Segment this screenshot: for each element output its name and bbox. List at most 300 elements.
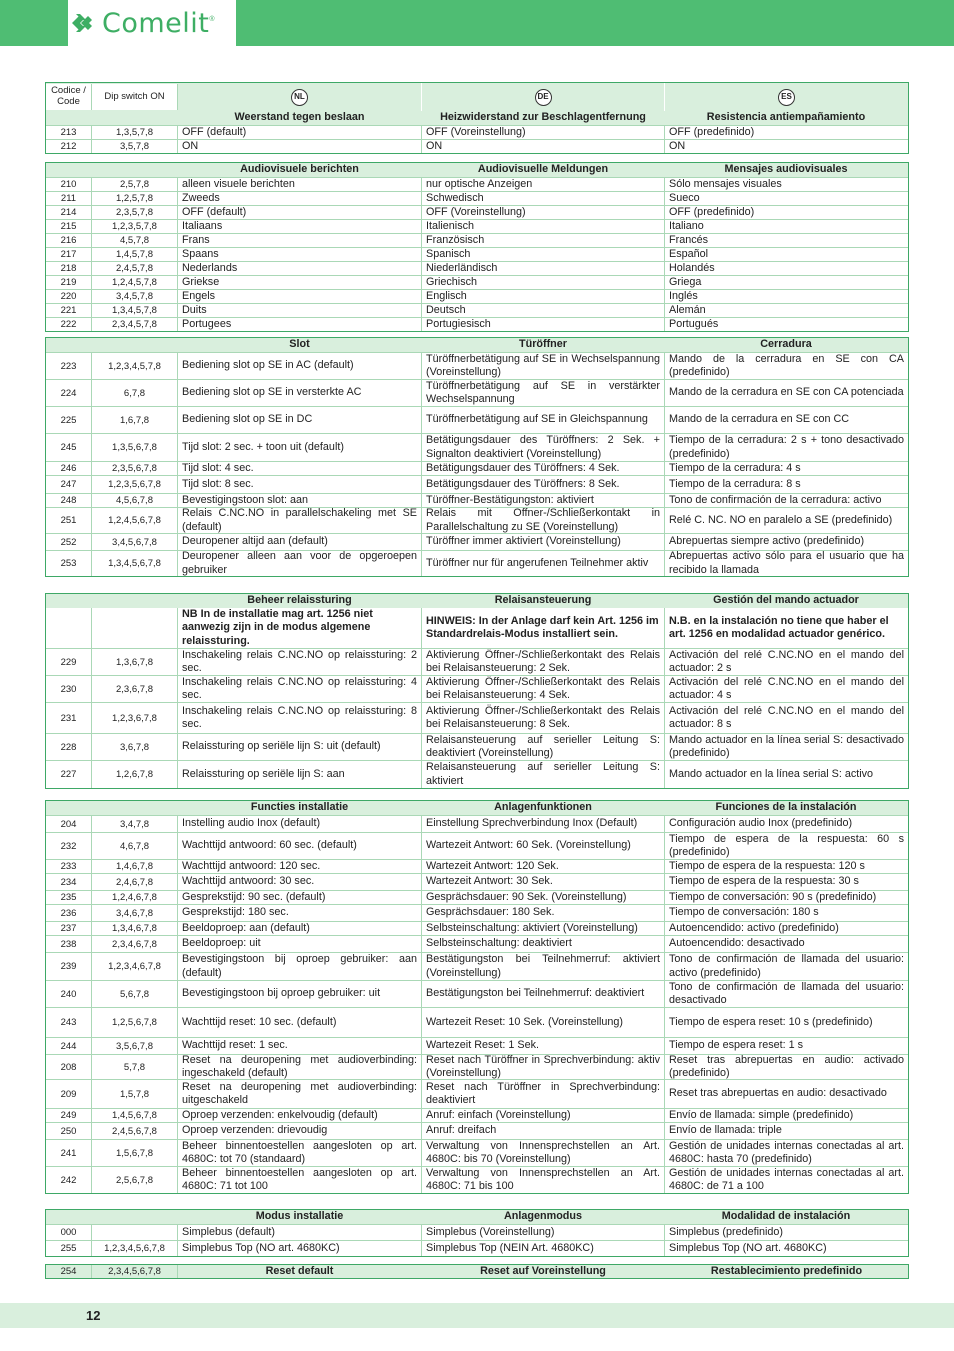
nl-text: Italiaans xyxy=(182,220,223,232)
de-cell xyxy=(422,1167,665,1193)
es-cell xyxy=(665,1167,908,1193)
nl-text: Simplebus Top (NO art. 4680KC) xyxy=(182,1241,340,1254)
es-text: Envío de llamada: triple xyxy=(669,1124,782,1137)
nl-cell xyxy=(178,248,422,261)
es-text: Mando actuador en la línea serial S: activo xyxy=(669,767,874,780)
es-text: Configuración audio Inox (predefinido) xyxy=(669,817,853,830)
section-title-text: Modalidad de instalación xyxy=(721,1210,851,1223)
de-text: Einstellung Sprechverbindung Inox (Default) xyxy=(426,817,638,830)
dip-cell: 1,3,4,6,7,8 xyxy=(92,922,178,935)
nl-text: Relaissturing op seriële lijn S: uit (default) xyxy=(182,740,381,753)
section-header-row xyxy=(46,594,908,608)
dip-cell: 2,4,5,7,8 xyxy=(92,262,178,275)
es-text: Reset tras abrepuertas en audio: desactivado xyxy=(669,1087,887,1100)
nl-cell xyxy=(178,534,422,550)
table-row xyxy=(46,219,908,233)
es-cell xyxy=(665,734,908,760)
de-text: Türöffner nur für angerufenen Teilnehmer aktiv xyxy=(426,556,649,569)
section-title-text: Resistencia antiempañamiento xyxy=(706,111,866,124)
nl-cell xyxy=(178,922,422,935)
de-text: Wartezeit Reset: 1 Sek. xyxy=(426,1039,540,1052)
de-text: Türöffnerbetätigung auf SE in Gleichspannung xyxy=(426,413,648,426)
nl-text: Wachttijd antwoord: 120 sec. xyxy=(182,860,321,872)
dip-header-cell xyxy=(92,163,178,177)
section-title-es xyxy=(665,594,908,608)
es-cell xyxy=(665,178,908,191)
nl-text: Reset na deuropening met audioverbinding: uitgeschakeld xyxy=(182,1080,417,1106)
lang-nl-header xyxy=(178,83,422,111)
de-text: OFF (Voreinstellung) xyxy=(426,126,526,138)
table-row xyxy=(46,247,908,261)
table-row xyxy=(46,935,908,952)
es-cell xyxy=(665,860,908,873)
note-nl xyxy=(178,608,422,648)
es-text: Tiempo de espera de la respuesta: 60 s (predefinido) xyxy=(669,833,904,858)
nl-text: Oproep verzenden: enkelvoudig (default) xyxy=(182,1109,378,1121)
code-cell: 254 xyxy=(46,1265,92,1278)
de-cell xyxy=(422,1080,665,1108)
de-text: Niederländisch xyxy=(426,262,498,274)
de-cell xyxy=(422,761,665,788)
es-text: Simplebus (predefinido) xyxy=(669,1225,784,1238)
dip-header-cell xyxy=(92,1210,178,1224)
table-row xyxy=(46,904,908,921)
section-title-de xyxy=(422,801,665,815)
nl-text: Beheer binnentoestellen aangesloten op art. 4680C: 71 tot 100 xyxy=(182,1167,417,1192)
es-cell xyxy=(665,276,908,289)
nl-text: Bevestigingstoon bij oproep gebruiker: uit xyxy=(182,987,381,1000)
es-text: Tono de confirmación de llamada del usuario: desactivado xyxy=(669,981,904,1006)
dip-cell: 1,2,4,6,7,8 xyxy=(92,891,178,904)
nl-text: Wachttijd reset: 10 sec. (default) xyxy=(182,1015,337,1028)
dip-cell: 3,4,5,7,8 xyxy=(92,290,178,303)
es-cell xyxy=(665,434,908,461)
section-title-text: Beheer relaissturing xyxy=(247,594,352,607)
de-text: Englisch xyxy=(426,290,467,302)
nl-text: Zweeds xyxy=(182,192,220,204)
note-es xyxy=(665,608,908,648)
de-cell xyxy=(422,220,665,233)
section-functions xyxy=(45,800,909,1194)
reset-default-row xyxy=(45,1264,909,1279)
dip-cell: 3,5,7,8 xyxy=(92,140,178,153)
es-text: Griega xyxy=(669,276,702,288)
code-cell: 243 xyxy=(46,1008,92,1037)
nl-text: Tijd slot: 4 sec. xyxy=(182,462,254,474)
nl-cell xyxy=(178,206,422,219)
de-cell xyxy=(422,551,665,576)
dip-cell: 3,5,6,7,8 xyxy=(92,1038,178,1054)
section-title-text: Heizwiderstand zur Beschlagentfernung xyxy=(440,111,646,124)
dip-cell: 2,3,6,7,8 xyxy=(92,676,178,702)
nl-text: OFF (default) xyxy=(182,126,247,138)
de-cell xyxy=(422,380,665,406)
de-cell xyxy=(422,676,665,702)
dip-cell: 2,3,4,5,6,7,8 xyxy=(92,1265,178,1278)
table-row xyxy=(46,859,908,873)
es-text: Activación del relé C.NC.NO en el mando del actuador: 2 s xyxy=(669,649,904,674)
nl-text: Gesprekstijd: 90 sec. (default) xyxy=(182,891,326,903)
nl-text: OFF (default) xyxy=(182,206,247,218)
es-text: Relé C. NC. NO en paralelo a SE (predefinido) xyxy=(669,513,893,526)
lang-es-badge: ES xyxy=(778,89,795,106)
nl-cell xyxy=(178,126,422,139)
code-cell: 214 xyxy=(46,206,92,219)
footer-bar xyxy=(0,1303,954,1328)
nl-cell xyxy=(178,353,422,379)
dip-cell: 1,6,7,8 xyxy=(92,407,178,433)
de-cell xyxy=(422,508,665,533)
table-row xyxy=(46,533,908,550)
de-cell xyxy=(422,1008,665,1037)
de-cell xyxy=(422,178,665,191)
table-row xyxy=(46,1224,908,1240)
code-header-cell xyxy=(46,801,92,815)
es-text: Alemán xyxy=(669,304,706,316)
es-cell xyxy=(665,407,908,433)
code-cell: 000 xyxy=(46,1225,92,1240)
de-text: Bestätigungston bei Teilnehmerruf: deaktiviert xyxy=(426,987,645,1000)
nl-cell xyxy=(178,981,422,1007)
nl-cell xyxy=(178,551,422,576)
section-title-text: Türöffner xyxy=(519,338,567,351)
es-cell xyxy=(665,1080,908,1108)
table-row xyxy=(46,289,908,303)
de-cell xyxy=(422,1241,665,1256)
section-title-de xyxy=(422,338,665,352)
nl-text: ON xyxy=(182,140,199,152)
de-cell xyxy=(422,1109,665,1122)
table-row xyxy=(46,205,908,219)
es-text: Portugués xyxy=(669,318,719,330)
dip-cell: 3,4,6,7,8 xyxy=(92,905,178,921)
de-cell: Reset auf Voreinstellung xyxy=(422,1265,665,1278)
nl-cell xyxy=(178,434,422,461)
table-row xyxy=(46,733,908,760)
nl-text: Wachttijd reset: 1 sec. xyxy=(182,1039,288,1052)
section-title-text: Anlagenmodus xyxy=(504,1210,582,1223)
es-text: Sólo mensajes visuales xyxy=(669,178,782,190)
es-cell xyxy=(665,304,908,317)
es-cell xyxy=(665,462,908,475)
section-title-nl xyxy=(178,801,422,815)
es-text: Tiempo de conversación: 90 s (predefinido) xyxy=(669,891,877,903)
dip-cell: 1,3,4,5,7,8 xyxy=(92,304,178,317)
de-cell xyxy=(422,262,665,275)
dip-header-cell xyxy=(92,338,178,352)
nl-cell xyxy=(178,508,422,533)
code-cell: 228 xyxy=(46,734,92,760)
de-text: nur optische Anzeigen xyxy=(426,178,533,190)
es-cell xyxy=(665,508,908,533)
es-cell xyxy=(665,140,908,153)
es-cell xyxy=(665,1038,908,1054)
dip-cell: 5,7,8 xyxy=(92,1055,178,1079)
table-row xyxy=(46,648,908,675)
de-text: Wartezeit Reset: 10 Sek. (Voreinstellung) xyxy=(426,1015,624,1028)
code-cell: 216 xyxy=(46,234,92,247)
de-text: Anruf: einfach (Voreinstellung) xyxy=(426,1109,571,1121)
de-text: OFF (Voreinstellung) xyxy=(426,206,526,218)
de-cell xyxy=(422,318,665,331)
dip-cell: 3,4,7,8 xyxy=(92,816,178,832)
es-cell xyxy=(665,494,908,507)
code-cell: 209 xyxy=(46,1080,92,1108)
nl-text: Duits xyxy=(182,304,207,316)
section-lock xyxy=(45,337,909,577)
table-row xyxy=(46,890,908,904)
de-text: Französisch xyxy=(426,234,485,246)
dip-cell: 1,4,6,7,8 xyxy=(92,860,178,873)
de-text: Bestätigungston bei Teilnehmerruf: aktiviert (Voreinstellung) xyxy=(426,953,660,979)
es-cell xyxy=(665,234,908,247)
dip-cell: 5,6,7,8 xyxy=(92,981,178,1007)
de-text: Reset nach Türöffner in Sprechverbindung: aktiv (Voreinstellung) xyxy=(426,1055,660,1079)
nl-text: Beheer binnentoestellen aangesloten op art. 4680C: tot 70 (standaard) xyxy=(182,1140,417,1165)
de-text: Selbsteinschaltung: aktiviert (Voreinstellung) xyxy=(426,922,638,934)
es-text: Mando de la cerradura en SE con CC xyxy=(669,413,850,426)
es-cell xyxy=(665,1225,908,1240)
es-text: Envío de llamada: simple (predefinido) xyxy=(669,1109,854,1121)
de-cell xyxy=(422,290,665,303)
de-text: Simplebus Top (NEIN Art. 4680KC) xyxy=(426,1241,594,1254)
table-row xyxy=(46,921,908,935)
section-header-row xyxy=(46,163,908,177)
dip-cell: 4,5,6,7,8 xyxy=(92,494,178,507)
code-cell: 210 xyxy=(46,178,92,191)
de-cell xyxy=(422,1123,665,1139)
code-cell: 236 xyxy=(46,905,92,921)
table-row xyxy=(46,379,908,406)
nl-cell xyxy=(178,891,422,904)
de-text: Relaisansteuerung auf serieller Leitung S: deaktiviert (Voreinstellung) xyxy=(426,734,660,759)
table-row xyxy=(46,406,908,433)
es-cell xyxy=(665,220,908,233)
nl-text: Bediening slot op SE in versterkte AC xyxy=(182,386,362,399)
de-cell xyxy=(422,734,665,760)
es-text: Gestión de unidades internas conectadas al art. 4680C: hasta 70 (predefinido) xyxy=(669,1140,904,1165)
table-row xyxy=(46,275,908,289)
nl-cell xyxy=(178,1038,422,1054)
es-cell xyxy=(665,380,908,406)
nl-cell xyxy=(178,1109,422,1122)
dip-cell: 2,3,5,7,8 xyxy=(92,206,178,219)
table-row xyxy=(46,1166,908,1193)
table-row xyxy=(46,233,908,247)
de-cell xyxy=(422,276,665,289)
de-text: Betätigungsdauer des Türöffners: 8 Sek. xyxy=(426,477,620,490)
es-text: Tiempo de conversación: 180 s xyxy=(669,906,819,919)
es-cell xyxy=(665,1055,908,1079)
top-bar xyxy=(0,0,954,46)
dip-cell: 2,5,7,8 xyxy=(92,178,178,191)
de-text: Aktivierung Öffner-/Schließerkontakt des Relais bei Relaisansteuerung: 4 Sek. xyxy=(426,676,660,701)
code-header-cell xyxy=(46,1210,92,1224)
section-title-text: Relaisansteuerung xyxy=(494,594,592,607)
es-text: OFF (predefinido) xyxy=(669,206,755,218)
de-text: Italienisch xyxy=(426,220,475,232)
brand-logo xyxy=(68,0,236,46)
section-title-text: Modus installatie xyxy=(255,1210,344,1223)
nl-text: Instelling audio Inox (default) xyxy=(182,817,321,830)
section-title-text: Audiovisuelle Meldungen xyxy=(477,163,609,176)
es-text: Reset tras abrepuertas en audio: activado (predefinido) xyxy=(669,1055,904,1079)
es-text: OFF (predefinido) xyxy=(669,126,755,138)
nl-text: Relaissturing op seriële lijn S: aan xyxy=(182,767,345,780)
es-text: Tiempo de espera de la respuesta: 120 s xyxy=(669,860,865,872)
section-title-nl xyxy=(178,1210,422,1224)
es-cell xyxy=(665,703,908,733)
es-cell: Restablecimiento predefinido xyxy=(710,1265,863,1277)
dip-cell: 1,3,4,5,6,7,8 xyxy=(92,551,178,576)
brand-registered: ® xyxy=(209,16,215,23)
section-header-row xyxy=(46,1210,908,1224)
table-row xyxy=(46,1240,908,1256)
section-note-row xyxy=(46,608,908,648)
code-cell: 221 xyxy=(46,304,92,317)
dip-cell: 1,4,5,6,7,8 xyxy=(92,1109,178,1122)
nl-text: Wachttijd antwoord: 60 sec. (default) xyxy=(182,839,357,852)
table-row xyxy=(46,461,908,475)
code-header-cell xyxy=(46,594,92,608)
dip-cell: 1,2,3,4,6,7,8 xyxy=(92,953,178,980)
lang-es-header xyxy=(665,83,908,111)
table-row xyxy=(46,760,908,788)
nl-text: Wachttijd antwoord: 30 sec. xyxy=(182,875,315,888)
nl-cell xyxy=(178,1080,422,1108)
code-cell: 255 xyxy=(46,1241,92,1256)
code-cell: 204 xyxy=(46,816,92,832)
section-header-row xyxy=(46,338,908,352)
de-text: Türöffner immer aktiviert (Voreinstellung) xyxy=(426,535,621,548)
code-cell: 239 xyxy=(46,953,92,980)
es-cell xyxy=(665,1241,908,1256)
note-text: HINWEIS: In der Anlage darf kein Art. 1256 im Standardrelais-Modus installiert sein. xyxy=(426,614,659,640)
table-row xyxy=(46,1079,908,1108)
nl-text: Oproep verzenden: drievoudig xyxy=(182,1124,328,1137)
code-cell: 219 xyxy=(46,276,92,289)
dip-cell: 1,2,4,5,6,7,8 xyxy=(92,508,178,533)
lang-nl-badge: NL xyxy=(291,89,308,106)
code-cell: 251 xyxy=(46,508,92,533)
table-row xyxy=(46,1037,908,1054)
section-title-de xyxy=(422,1210,665,1224)
nl-text: Tijd slot: 2 sec. + toon uit (default) xyxy=(182,440,344,453)
es-text: Autoencendido: activo (predefinido) xyxy=(669,922,839,934)
section-title-nl xyxy=(178,594,422,608)
es-cell xyxy=(665,981,908,1007)
code-cell: 230 xyxy=(46,676,92,702)
nl-cell xyxy=(178,761,422,788)
section-mode xyxy=(45,1209,909,1257)
dip-cell: 1,2,5,7,8 xyxy=(92,192,178,205)
nl-text: Deuropener altijd aan (default) xyxy=(182,535,328,548)
es-text: Activación del relé C.NC.NO en el mando del actuador: 4 s xyxy=(669,676,904,701)
nl-cell xyxy=(178,462,422,475)
es-text: Autoencendido: desactivado xyxy=(669,937,805,950)
de-cell xyxy=(422,126,665,139)
code-cell: 248 xyxy=(46,494,92,507)
table-row xyxy=(46,493,908,507)
section-relay xyxy=(45,593,909,789)
dip-cell: 1,2,3,5,6,7,8 xyxy=(92,476,178,493)
code-cell: 235 xyxy=(46,891,92,904)
code-cell: 242 xyxy=(46,1167,92,1193)
de-text: Verwaltung von Innensprechstellen an Art. 4680C: 71 bis 100 xyxy=(426,1167,660,1192)
dip-cell: 1,2,6,7,8 xyxy=(92,761,178,788)
de-cell xyxy=(422,434,665,461)
table-row xyxy=(46,550,908,576)
table-row xyxy=(46,191,908,205)
de-cell xyxy=(422,874,665,890)
table-row xyxy=(46,475,908,493)
es-text: Sueco xyxy=(669,192,700,204)
language-header-row xyxy=(46,83,908,111)
dip-cell: 1,2,4,5,7,8 xyxy=(92,276,178,289)
de-cell xyxy=(422,1140,665,1166)
es-text: Inglés xyxy=(669,290,698,302)
es-cell xyxy=(665,936,908,952)
de-text: Betätigungsdauer des Türöffners: 2 Sek. + Signalton deaktiviert (Voreinstellung) xyxy=(426,434,660,460)
es-text: Tiempo de la cerradura: 8 s xyxy=(669,477,801,490)
de-cell xyxy=(422,353,665,379)
section-title-es xyxy=(665,1210,908,1224)
de-text: Selbsteinschaltung: deaktiviert xyxy=(426,937,572,950)
code-header-cell xyxy=(46,338,92,352)
code-cell: 247 xyxy=(46,476,92,493)
nl-text: Simplebus (default) xyxy=(182,1225,276,1238)
dip-header-cell xyxy=(92,594,178,608)
nl-text: Relais C.NC.NO in parallelschakeling met SE (default) xyxy=(182,508,417,533)
de-cell xyxy=(422,936,665,952)
nl-cell xyxy=(178,380,422,406)
nl-cell xyxy=(178,476,422,493)
section-audiovisual xyxy=(45,162,909,332)
nl-cell xyxy=(178,1055,422,1079)
nl-cell xyxy=(178,407,422,433)
es-cell xyxy=(665,816,908,832)
es-text: Tono de confirmación de llamada del usuario: activo (predefinido) xyxy=(669,953,904,979)
table-row xyxy=(46,702,908,733)
es-text: Activación del relé C.NC.NO en el mando del actuador: 8 s xyxy=(669,704,904,730)
dip-cell: 1,3,5,7,8 xyxy=(92,126,178,139)
note-text: NB In de installatie mag art. 1256 niet aanwezig zijn in de modus algemene relaissturing. xyxy=(182,608,373,647)
table-row xyxy=(46,1139,908,1166)
nl-cell xyxy=(178,192,422,205)
es-cell xyxy=(665,891,908,904)
nl-text: Frans xyxy=(182,234,210,246)
section-title-es xyxy=(665,163,908,177)
nl-text: Inschakeling relais C.NC.NO op relaissturing: 8 sec. xyxy=(182,704,417,730)
es-text: Tiempo de la cerradura: 4 s xyxy=(669,462,801,474)
table-row xyxy=(46,352,908,379)
nl-cell xyxy=(178,676,422,702)
dip-cell: 1,4,5,7,8 xyxy=(92,248,178,261)
nl-cell xyxy=(178,220,422,233)
nl-text: Gesprekstijd: 180 sec. xyxy=(182,906,289,919)
dip-cell: 1,3,5,6,7,8 xyxy=(92,434,178,461)
es-cell xyxy=(665,1123,908,1139)
code-cell: 208 xyxy=(46,1055,92,1079)
section-title-text: Funciones de la instalación xyxy=(715,801,857,814)
de-cell xyxy=(422,248,665,261)
table-row xyxy=(46,952,908,980)
dip-cell: 2,3,4,6,7,8 xyxy=(92,936,178,952)
code-cell: 227 xyxy=(46,761,92,788)
de-text: Betätigungsdauer des Türöffners: 4 Sek. xyxy=(426,462,620,474)
nl-cell: Reset default xyxy=(178,1265,422,1278)
code-cell: 211 xyxy=(46,192,92,205)
